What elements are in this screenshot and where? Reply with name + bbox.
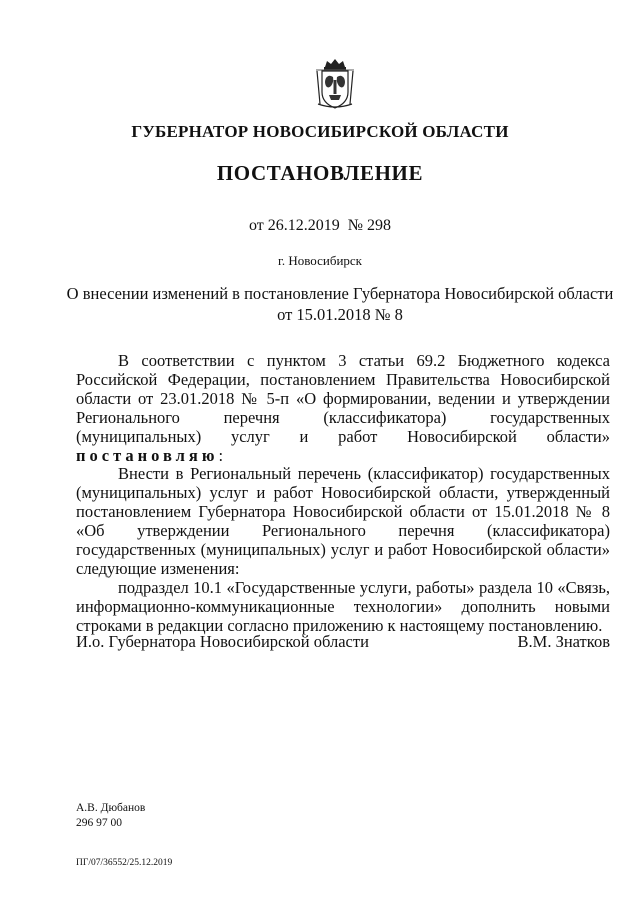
document-registration-code: ПГ/07/36552/25.12.2019 bbox=[76, 858, 173, 868]
organization-title: ГУБЕРНАТОР НОВОСИБИРСКОЙ ОБЛАСТИ bbox=[131, 122, 509, 141]
document-date-number bbox=[0, 217, 640, 235]
signatory-position: И.о. Губернатора Новосибирской области bbox=[76, 632, 369, 651]
paragraph-basis-tail: : bbox=[218, 445, 224, 465]
paragraph-subsection: подраздел 10.1 «Государственные услуги, работы» раздела 10 «Связь, информационно-коммуникационные технологии» дополнить новыми строками в редакции согласно приложению к настоящему постановлению. bbox=[76, 577, 610, 635]
executor-phone: 296 97 00 bbox=[76, 817, 122, 829]
paragraph-basis-text: В соответствии с пунктом 3 статьи 69.2 Бюджетного кодекса Российской Федерации, постановлением Правительства Новосибирской области от 23.01.2018 № 5-п «О формировании, ведении и утверждении Регионального перечня (классификатора) государственных (муниципальных) услуг и работ Новосибирской области» bbox=[76, 351, 610, 446]
document-type-title: ПОСТАНОВЛЕНИЕ bbox=[216, 161, 424, 185]
executor-name: А.В. Дюбанов bbox=[76, 802, 146, 814]
document-number: № 298 bbox=[347, 217, 392, 234]
subject-line-2: от 15.01.2018 № 8 bbox=[277, 305, 403, 324]
document-city: г. Новосибирск bbox=[277, 253, 362, 268]
document-subject bbox=[60, 283, 620, 325]
resolution-keyword: постановляю bbox=[76, 445, 219, 465]
signatory-name: В.М. Знатков bbox=[517, 632, 610, 651]
document-date: от 26.12.2019 bbox=[248, 217, 340, 234]
coat-of-arms-icon bbox=[314, 58, 356, 110]
document-body bbox=[76, 352, 610, 636]
executor-block bbox=[76, 801, 145, 831]
paragraph-basis bbox=[76, 352, 610, 465]
signature-block bbox=[76, 632, 610, 652]
paragraph-amendment: Внести в Региональный перечень (классификатор) государственных (муниципальных) услуг и работ Новосибирской области, утвержденный постановлением Губернатора Новосибирской области от 15.01.2018 № 8 «Об утверждении Регионального перечня (классификатора) государственных (муниципальных) услуг и работ Новосибирской области» следующие изменения: bbox=[76, 464, 610, 578]
subject-line-1: О внесении изменений в постановление Губернатора Новосибирской области bbox=[66, 284, 614, 303]
